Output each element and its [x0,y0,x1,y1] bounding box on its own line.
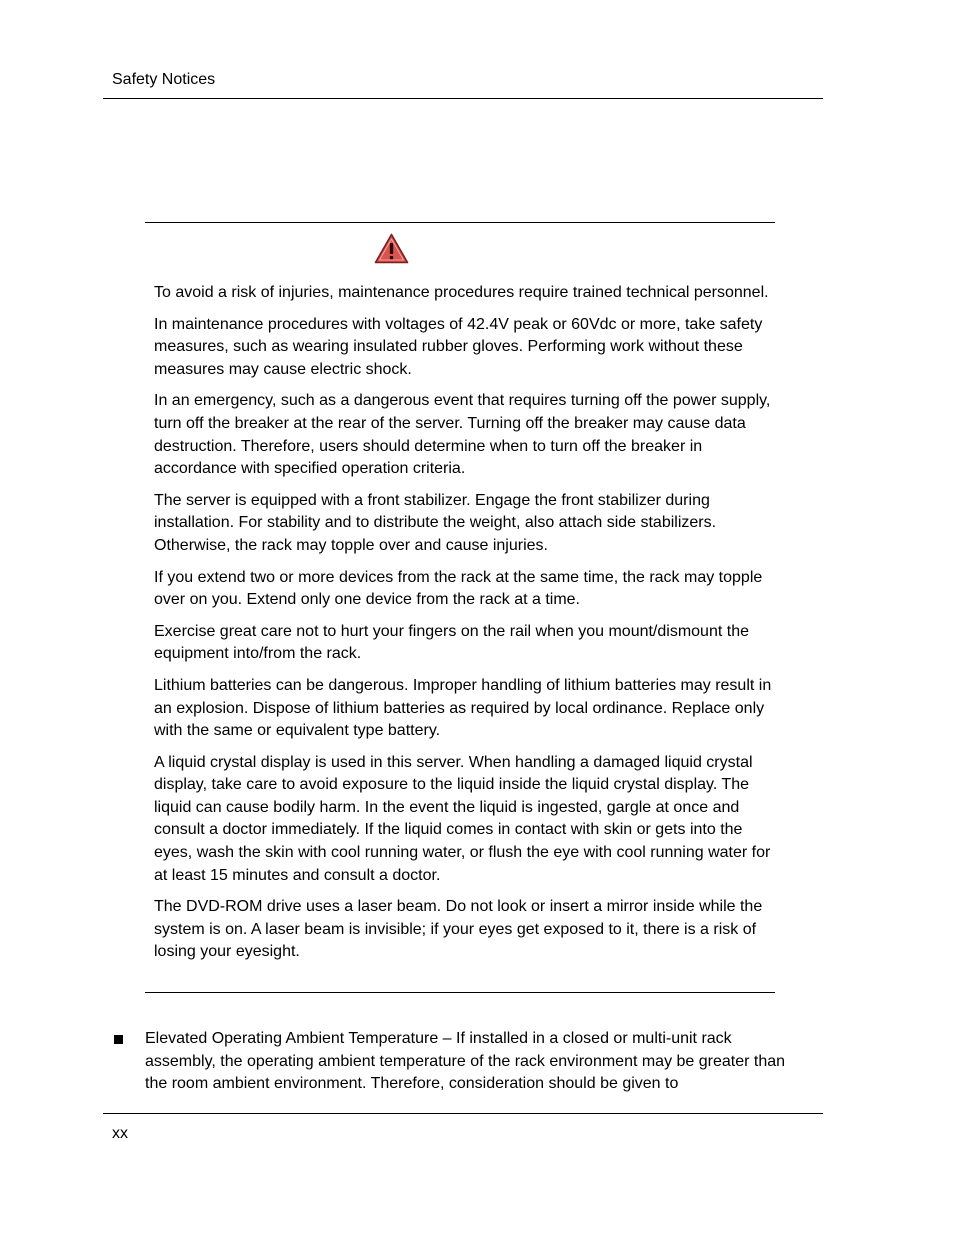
bullet-list-item [112,1028,802,1096]
warning-box [145,222,775,993]
header-divider [103,98,823,99]
warning-paragraph: If you extend two or more devices from the rack at the same time, the rack may topple over on you. Extend only one device from the rack at a time. [154,568,763,609]
footer-divider [103,1113,823,1114]
warning-paragraph: The server is equipped with a front stabilizer. Engage the front stabilizer during installation. For stability and to distribute the weight, also attach side stabilizers. Otherwise, the rack may topple over and cause injuries. [154,491,717,554]
warning-paragraph: The DVD-ROM drive uses a laser beam. Do not look or insert a mirror inside while the system is on. A laser beam is invisible; if your eyes get exposed to it, there is a risk of losing your eyesight. [154,898,763,961]
warning-paragraph: Lithium batteries can be dangerous. Improper handling of lithium batteries may result in an explosion. Dispose of lithium batteries as required by local ordinance. Replace only with the same or equivalent type battery. [154,676,772,740]
warning-paragraph: In an emergency, such as a dangerous event that requires turning off the power supply, turn off the breaker at the rear of the server. Turning off the breaker may cause data destruction. Therefore, users should determine when to turn off the breaker in accordance with specified operation criteria. [154,392,771,478]
square-bullet-icon [114,1035,123,1044]
warning-paragraph: Exercise great care not to hurt your fingers on the rail when you mount/dismount the equipment into/from the rack. [154,622,749,663]
page-number: xx [112,1125,128,1142]
bullet-text: Elevated Operating Ambient Temperature – If installed in a closed or multi-unit rack assembly, the operating ambient temperature of the rack environment may be greater than the room ambient environment. Therefore, consideration should be given to [145,1030,786,1093]
warning-paragraph: In maintenance procedures with voltages of 42.4V peak or 60Vdc or more, take safety measures, such as wearing insulated rubber gloves. Performing work without these measures may cause electric shock. [154,315,763,378]
warning-paragraph: To avoid a risk of injuries, maintenance procedures require trained technical personnel. [154,284,769,301]
warning-paragraphs [154,282,772,973]
warning-triangle-icon [374,233,409,264]
warning-paragraph: A liquid crystal display is used in this server. When handling a damaged liquid crystal display, take care to avoid exposure to the liquid inside the liquid crystal display. The liquid can cause bodily harm. In the event the liquid is ingested, gargle at once and consult a doctor immediately. If the liquid comes in contact with skin or gets into the eyes, wash the skin with cool running water, or flush the eye with cool running water for at least 15 minutes and consult a doctor. [154,753,771,884]
running-header-title: Safety Notices [112,71,216,88]
